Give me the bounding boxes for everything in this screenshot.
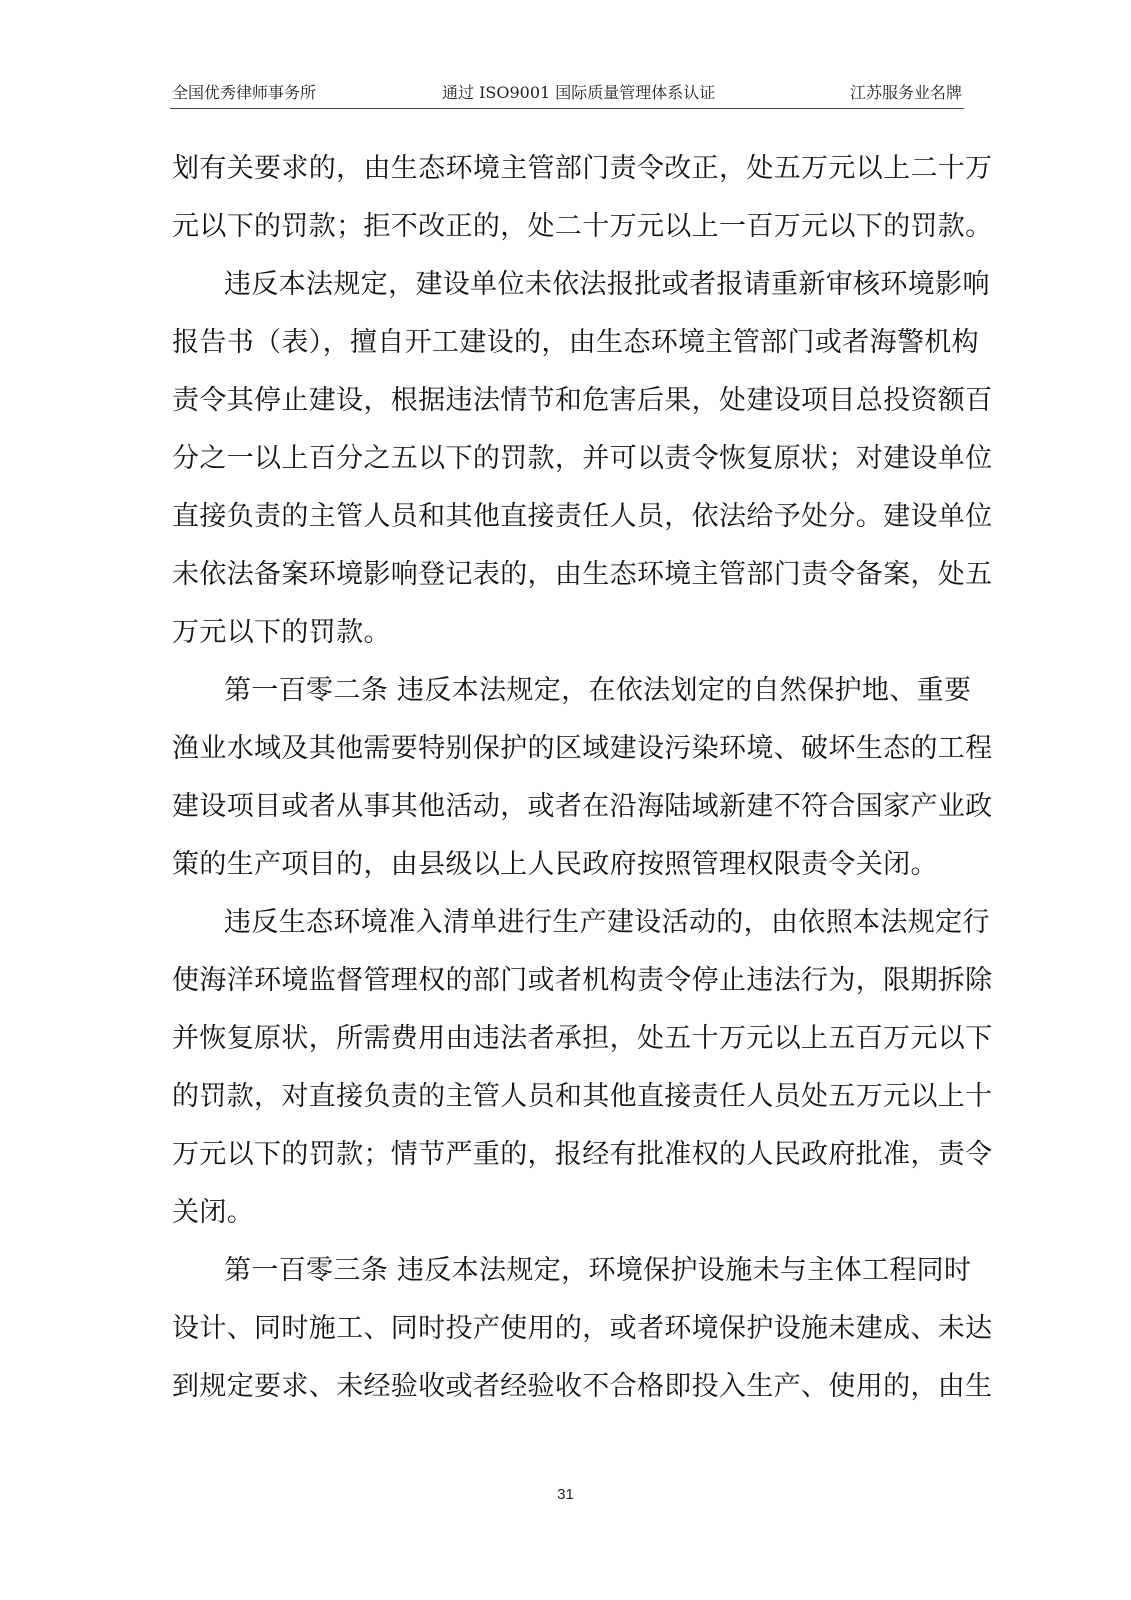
- text-line: 建设项目或者从事其他活动，或者在沿海陆域新建不符合国家产业政: [172, 791, 993, 822]
- paragraph: [172, 894, 993, 1242]
- text-line: 并恢复原状，所需费用由违法者承担，处五十万元以上五百万元以下: [172, 1023, 993, 1054]
- text-line: 未依法备案环境影响登记表的，由生态环境主管部门责令备案，处五: [172, 559, 993, 590]
- text-line: 万元以下的罚款；情节严重的，报经有批准权的人民政府批准，责令: [172, 1139, 993, 1170]
- paragraph: [172, 1242, 993, 1416]
- text-line: 元以下的罚款；拒不改正的，处二十万元以上一百万元以下的罚款。: [172, 211, 993, 242]
- text-line: 违反生态环境准入清单进行生产建设活动的，由依照本法规定行: [224, 907, 990, 938]
- text-line: 设计、同时施工、同时投产使用的，或者环境保护设施未建成、未达: [172, 1313, 993, 1344]
- text-line: 第一百零三条 违反本法规定，环境保护设施未与主体工程同时: [224, 1255, 972, 1286]
- page-number: 31: [557, 1486, 574, 1503]
- header-firm-award: 全国优秀律师事务所: [172, 83, 317, 102]
- text-line: 划有关要求的，由生态环境主管部门责令改正，处五万元以上二十万: [172, 153, 993, 184]
- text-line: 万元以下的罚款。: [172, 617, 391, 648]
- header-divider: [170, 108, 964, 109]
- header-iso-certification: 通过 ISO9001 国际质量管理体系认证: [442, 83, 716, 102]
- text-line: 报告书（表），擅自开工建设的，由生态环境主管部门或者海警机构: [172, 327, 979, 358]
- text-line: 渔业水域及其他需要特别保护的区域建设污染环境、破坏生态的工程: [172, 733, 993, 764]
- body-text: [172, 140, 993, 1416]
- text-line: 第一百零二条 违反本法规定，在依法划定的自然保护地、重要: [224, 675, 972, 706]
- paragraph: [172, 256, 993, 662]
- paragraph: [172, 662, 993, 894]
- text-line: 违反本法规定，建设单位未依法报批或者报请重新审核环境影响: [224, 269, 990, 300]
- text-line: 责令其停止建设，根据违法情节和危害后果，处建设项目总投资额百: [172, 385, 993, 416]
- text-line: 关闭。: [172, 1197, 255, 1228]
- text-line: 分之一以上百分之五以下的罚款，并可以责令恢复原状；对建设单位: [172, 443, 993, 474]
- page-header: [172, 80, 962, 106]
- text-line: 直接负责的主管人员和其他直接责任人员，依法给予处分。建设单位: [172, 501, 993, 532]
- text-line: 策的生产项目的，由县级以上人民政府按照管理权限责令关闭。: [172, 849, 938, 880]
- text-line: 使海洋环境监督管理权的部门或者机构责令停止违法行为，限期拆除: [172, 965, 993, 996]
- text-line: 的罚款，对直接负责的主管人员和其他直接责任人员处五万元以上十: [172, 1081, 993, 1112]
- header-service-brand: 江苏服务业名牌: [849, 83, 962, 102]
- text-line: 到规定要求、未经验收或者经验收不合格即投入生产、使用的，由生: [172, 1371, 993, 1402]
- paragraph: [172, 140, 993, 256]
